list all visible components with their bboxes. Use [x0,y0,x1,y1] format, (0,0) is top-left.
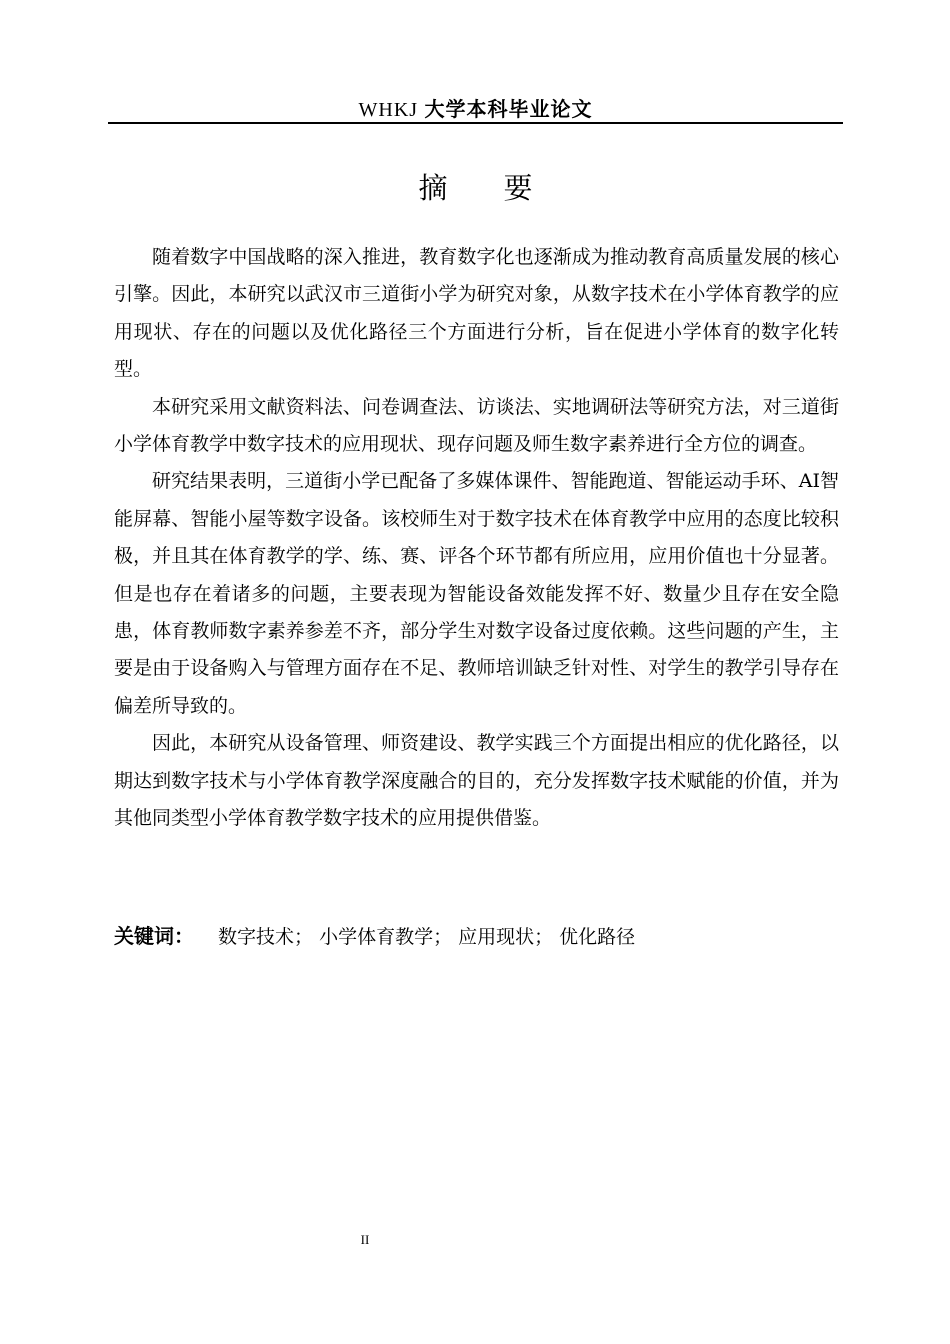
abstract-paragraph-2: 本研究采用文献资料法、问卷调查法、访谈法、实地调研法等研究方法，对三道街小学体育教学中数字技术的应用现状、现存问题及师生数字素养进行全方位的调查。 [114,395,839,456]
abstract-paragraph-1: 随着数字中国战略的深入推进，教育数字化也逐渐成为推动教育高质量发展的核心引擎。因此，本研究以武汉市三道街小学为研究对象，从数字技术在小学体育教学的应用现状、存在的问题以及优化路径三个方面进行分析，旨在促进小学体育的数字化转型。 [114,246,839,381]
header-thesis-type: 大学本科毕业论文 [424,97,593,121]
abstract-paragraph-4: 因此，本研究从设备管理、师资建设、教学实践三个方面提出相应的优化路径，以期达到数字技术与小学体育教学深度融合的目的，充分发挥数字技术赋能的价值，并为其他同类型小学体育教学数字技术的应用提供借鉴。 [114,732,839,830]
abstract-paragraph-3: 研究结果表明，三道街小学已配备了多媒体课件、智能跑道、智能运动手环、AI智能屏幕、智能小屋等数字设备。该校师生对于数字技术在体育教学中应用的态度比较积极，并且其在体育教学的学、练、赛、评各个环节都有所应用，应用价值也十分显著。但是也存在着诸多的问题，主要表现为智能设备效能发挥不好、数量少且存在安全隐患，体育教师数字素养参差不齐，部分学生对数字设备过度依赖。这些问题的产生，主要是由于设备购入与管理方面存在不足、教师培训缺乏针对性、对学生的教学引导存在偏差所导致的。 [114,470,839,717]
header-school-code: WHKJ [358,99,419,121]
header-rule [108,122,843,124]
keywords-label: 关键词： [114,924,194,948]
page-number: II [360,1232,370,1247]
keywords-line [114,920,839,953]
keywords-terms: 数字技术； 小学体育教学； 应用现状； 优化路径 [218,926,636,948]
abstract-body [114,239,839,838]
abstract-title: 摘要 [418,171,589,205]
